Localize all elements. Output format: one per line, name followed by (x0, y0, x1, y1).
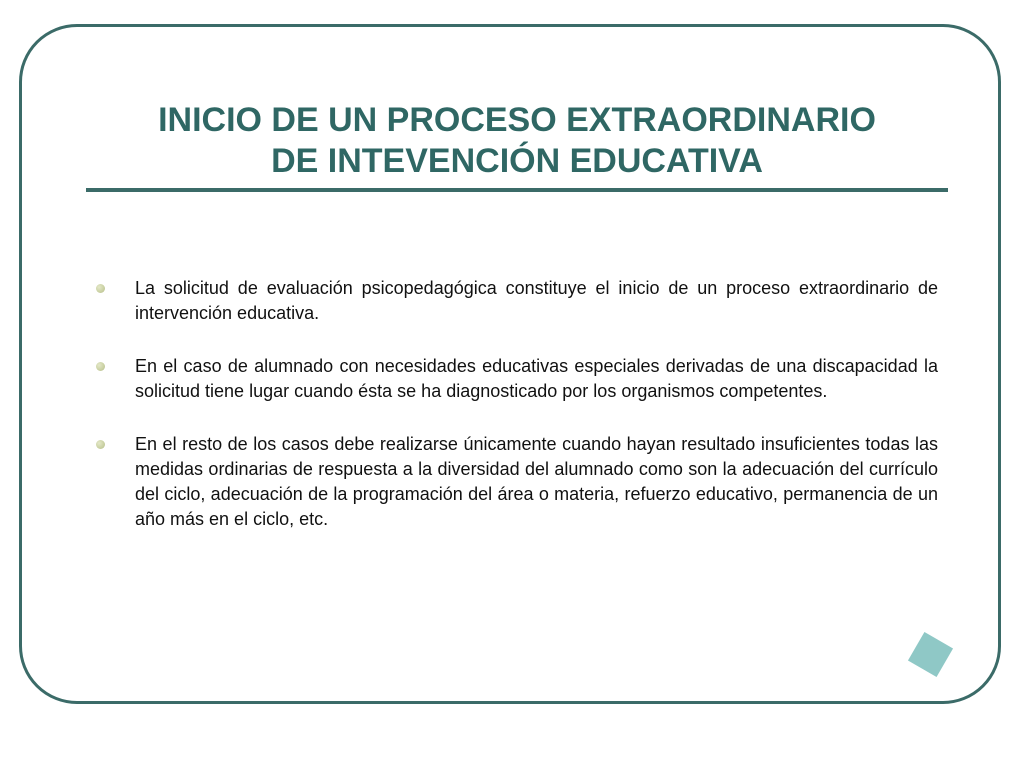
bullet-text-3: En el resto de los casos debe realizarse únicamente cuando hayan resultado insuficientes todas las medidas ordinarias de respuesta a la diversidad del alumnado como son la adecuación del currículo del ciclo, adecuación de la programación del área o materia, refuerzo educativo, permanencia de un año más en el ciclo, etc. (135, 434, 938, 529)
bullet-dot-icon (96, 362, 105, 371)
bullet-dot-icon (96, 440, 105, 449)
bullet-item-3 (90, 432, 938, 532)
bullet-text-2: En el caso de alumnado con necesidades educativas especiales derivadas de una discapacidad la solicitud tiene lugar cuando ésta se ha diagnosticado por los organismos competentes. (135, 356, 938, 401)
title-divider (86, 188, 948, 192)
bullet-item-2 (90, 354, 938, 404)
bullet-list (90, 276, 938, 560)
bullet-dot-icon (96, 284, 105, 293)
title-line-1: INICIO DE UN PROCESO EXTRAORDINARIO (158, 101, 876, 139)
slide-title (86, 100, 948, 182)
title-line-2: DE INTEVENCIÓN EDUCATIVA (271, 142, 763, 180)
bullet-item-1 (90, 276, 938, 326)
bullet-text-1: La solicitud de evaluación psicopedagógica constituye el inicio de un proceso extraordinario de intervención educativa. (135, 278, 938, 323)
